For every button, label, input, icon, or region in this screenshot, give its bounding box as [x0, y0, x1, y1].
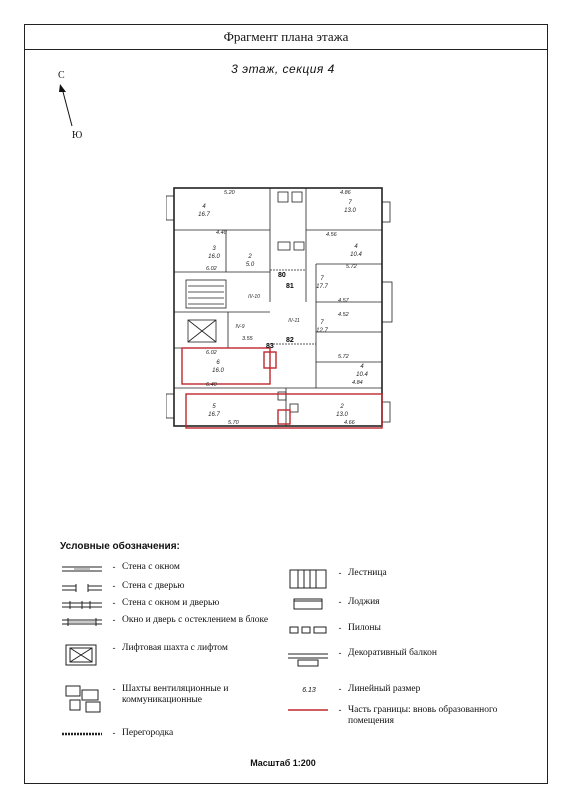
wall-window-icon — [60, 562, 106, 576]
legend-dash: - — [112, 728, 116, 738]
dim-label: 4.86 — [340, 190, 351, 196]
elevator-icon — [60, 643, 106, 667]
dim-label: 5.72 — [346, 264, 357, 270]
dim-label: 6.02 — [206, 350, 217, 356]
room-number: 2 — [248, 254, 252, 260]
dim-label: 4.66 — [344, 420, 355, 426]
legend-dash: - — [338, 597, 342, 607]
legend-item — [60, 728, 272, 742]
legend-text: Лестница — [348, 568, 387, 578]
legend-item — [60, 581, 272, 595]
legend-dash: - — [112, 598, 116, 608]
room-area: 17.7 — [316, 284, 328, 290]
stairs-icon — [286, 568, 332, 590]
legend-item — [60, 615, 272, 629]
legend-dash: - — [338, 648, 342, 658]
dim-label: 4.57 — [338, 298, 349, 304]
legend-text: Стена с дверью — [122, 581, 185, 591]
legend-item — [60, 562, 272, 576]
legend-dash: - — [112, 643, 116, 653]
legend-text: Стена с окном — [122, 562, 180, 572]
room-area: 10.4 — [356, 372, 368, 378]
legend-text: Декоративный балкон — [348, 648, 437, 658]
legend-item — [60, 643, 272, 667]
legend-title: Условные обозначения: — [60, 541, 180, 552]
dim-label: 4.40 — [216, 230, 227, 236]
scale-label: Масштаб 1:200 — [250, 758, 316, 768]
shaft-icon — [60, 684, 106, 714]
room-number: 4 — [202, 204, 206, 210]
legend-dash: - — [112, 581, 116, 591]
dimension-sample: 6.13 — [302, 687, 316, 694]
legend-text: Часть границы: вновь образованного помещения — [348, 705, 498, 726]
room-number: 3 — [212, 246, 216, 252]
legend-item — [286, 648, 518, 670]
room-number: 16.0 — [208, 254, 220, 260]
section-81: 81 — [286, 283, 294, 290]
room-area: 16.0 — [212, 368, 224, 374]
dim-label: 5.70 — [228, 420, 239, 426]
legend-item — [60, 598, 272, 612]
wall-window-door-icon — [60, 598, 106, 612]
legend-item — [286, 684, 518, 698]
dim-label: 4.56 — [326, 232, 337, 238]
dim-label: 5.72 — [338, 354, 349, 360]
compass-north-label: С — [58, 70, 65, 81]
legend-dash: - — [338, 684, 342, 694]
corridor-label: IV-9 — [235, 324, 245, 330]
compass-arrow-icon — [56, 82, 78, 130]
room-area: 5.0 — [245, 262, 255, 268]
room-number: 4 — [360, 364, 364, 370]
legend-dash: - — [338, 623, 342, 633]
compass-south-label: Ю — [72, 130, 83, 141]
legend-item — [286, 597, 518, 611]
dim-label: 4.52 — [338, 312, 349, 318]
boundary-line-icon — [286, 705, 332, 719]
room-number: 5 — [212, 404, 216, 410]
dim-label: 6.02 — [206, 266, 217, 272]
legend-text: Окно и дверь с остеклением в блоке — [122, 615, 269, 625]
legend-item — [286, 623, 518, 637]
decorative-balcony-icon — [286, 648, 332, 670]
legend-item — [286, 568, 518, 590]
floor-subtitle: 3 этаж, секция 4 — [231, 62, 335, 76]
loggia-icon — [286, 597, 332, 611]
dim-label: 3.55 — [242, 336, 253, 342]
legend-text: Шахты вентиляционные и коммуникационные — [122, 684, 229, 705]
section-82: 82 — [286, 337, 294, 344]
legend-dash: - — [338, 705, 342, 715]
room-area: 16.7 — [208, 412, 220, 418]
legend-dash: - — [112, 562, 116, 572]
partition-icon — [60, 728, 106, 742]
section-80: 80 — [278, 272, 286, 279]
corridor-label: IV-10 — [248, 294, 260, 300]
legend-dash: - — [338, 568, 342, 578]
floor-plan — [166, 182, 408, 434]
dim-label: 4.84 — [352, 380, 363, 386]
document-title: Фрагмент плана этажа — [24, 24, 548, 50]
legend-item — [286, 705, 518, 727]
legend-dash: - — [112, 684, 116, 694]
room-area: 13.0 — [344, 208, 356, 214]
room-area: 12.7 — [316, 328, 328, 334]
legend-text: Стена с окном и дверью — [122, 598, 220, 608]
room-area: 10.4 — [350, 252, 362, 258]
legend-text: Лифтовая шахта с лифтом — [122, 643, 228, 653]
glazed-block-icon — [60, 615, 106, 629]
legend-text: Перегородка — [122, 728, 174, 738]
room-number: 6 — [216, 360, 220, 366]
legend-text: Пилоны — [348, 623, 381, 633]
wall-door-icon — [60, 581, 106, 595]
room-number: 7 — [320, 276, 324, 282]
room-number: 4 — [354, 244, 358, 250]
room-number: 7 — [320, 320, 324, 326]
dim-label: 5.20 — [224, 190, 235, 196]
legend-item — [60, 684, 272, 714]
pylon-icon — [286, 623, 332, 637]
legend-text: Лоджия — [348, 597, 380, 607]
room-number: 7 — [348, 200, 352, 206]
dim-label: 6.40 — [206, 382, 217, 388]
room-number: 2 — [340, 404, 344, 410]
room-area: 13.0 — [336, 412, 348, 418]
section-83: 83 — [266, 343, 274, 350]
legend-dash: - — [112, 615, 116, 625]
legend-text: Линейный размер — [348, 684, 421, 694]
room-area: 16.7 — [198, 212, 210, 218]
corridor-label: IV-11 — [288, 318, 300, 324]
